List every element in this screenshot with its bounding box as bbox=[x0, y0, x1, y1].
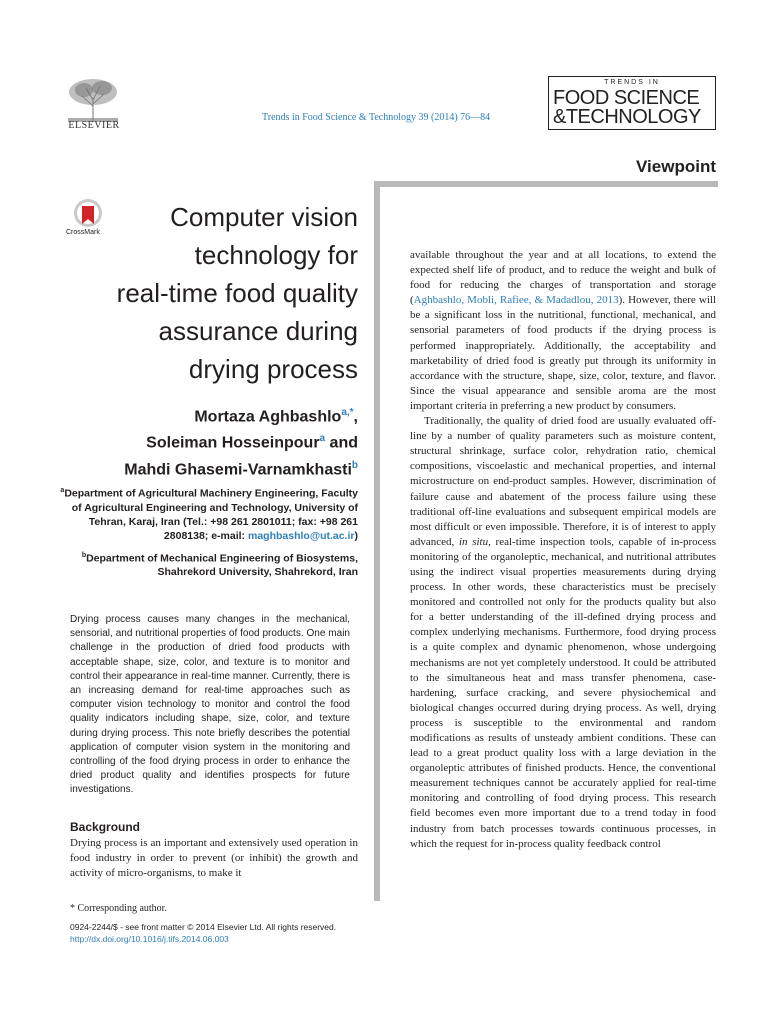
title-line: technology for bbox=[194, 240, 358, 270]
affil-text: Department of Agricultural Machinery Engineering, Faculty of Agricultural Engineering and Technology, University of Tehran, Karaj, Iran (Tel.: +98 261 2801011; fax: +98 261 2808138; e-mail: bbox=[64, 487, 358, 542]
section-heading-background: Background bbox=[70, 820, 141, 834]
author-line bbox=[60, 402, 358, 428]
publisher-name: ELSEVIER bbox=[68, 120, 120, 131]
title-line: drying process bbox=[188, 354, 358, 384]
author-name: Mortaza Aghbashlo bbox=[194, 408, 342, 426]
paragraph-text: ). However, there will be a significant loss in the nutritional, functional, mechanical, and sensorial parameters of food products if the drying process is performed inappropriately. Additionally, the acceptability and marketability of dried food is greatly put through its uniformity in accordance with the structure, shape, size, color, texture, and flavor. Since the visual appearance and sensible aroma are the most important criteria in preferring a new product by consumers. bbox=[410, 294, 716, 412]
corresponding-author-note: * Corresponding author. bbox=[70, 903, 167, 914]
affil-text: Department of Mechanical Engineering of Biosystems, Shahrekord University, Shahrekord, Iran bbox=[86, 552, 358, 578]
author-separator: , bbox=[353, 408, 358, 426]
author-list bbox=[60, 402, 358, 481]
author-line bbox=[60, 455, 358, 481]
journal-logo-top: TRENDS IN bbox=[604, 79, 660, 86]
affil-close: ) bbox=[354, 529, 358, 542]
journal-logo-line1: FOOD SCIENCE bbox=[553, 87, 700, 109]
author-name: Mahdi Ghasemi-Varnamkhasti bbox=[124, 460, 352, 478]
article-title bbox=[60, 198, 358, 388]
author-affil-link[interactable]: a,* bbox=[341, 407, 354, 418]
doi-link[interactable]: http://dx.doi.org/10.1016/j.tifs.2014.06.003 bbox=[70, 934, 229, 944]
paragraph bbox=[410, 414, 716, 852]
author-name: Soleiman Hosseinpour bbox=[146, 434, 320, 452]
journal-logo-line2: &TECHNOLOGY bbox=[553, 106, 701, 128]
body-right-column bbox=[410, 248, 716, 852]
author-line bbox=[60, 428, 358, 454]
affil-marker: a bbox=[60, 487, 65, 494]
journal-logo bbox=[548, 76, 716, 130]
author-separator: and bbox=[325, 434, 358, 452]
background-text: Drying process is an important and extensively used operation in food industry in order to prevent (or inhibit) the growth and activity of micro-organisms, to make it bbox=[70, 837, 358, 879]
affiliations bbox=[60, 484, 358, 579]
author-affil-link[interactable]: b bbox=[351, 459, 358, 471]
paragraph bbox=[410, 248, 716, 414]
section-label: Viewpoint bbox=[636, 157, 716, 176]
crossmark-label: CrossMark bbox=[66, 229, 100, 236]
paragraph-text: available throughout the year and at all locations, to extend the expected shelf life of product, and to reduce the weight and bulk of food for reducing the charges of transportation and storage ( bbox=[410, 249, 716, 307]
affil-marker: b bbox=[81, 551, 87, 559]
journal-citation[interactable]: Trends in Food Science & Technology 39 (2014) 76—84 bbox=[262, 112, 491, 123]
affiliation-b bbox=[60, 549, 358, 580]
italic-term: in situ bbox=[458, 535, 489, 548]
citation-link[interactable]: Aghbashlo, Mobli, Rafiee, & Madadlou, 2013 bbox=[413, 294, 619, 307]
title-line: assurance during bbox=[158, 316, 358, 346]
affiliation-a bbox=[60, 484, 358, 543]
title-line: real-time food quality bbox=[116, 278, 358, 308]
issn-copyright: 0924-2244/$ - see front matter © 2014 Elsevier Ltd. All rights reserved. bbox=[70, 922, 337, 932]
email-link[interactable]: maghbashlo@ut.ac.ir bbox=[247, 529, 355, 542]
paragraph-text: Traditionally, the quality of dried food are usually evaluated off-line by a number of quality parameters such as moisture content, structural shrinkage, surface color, rehydration ratio, chemical compositions, viscoelastic and mechanical properties, and internal microstructure on end-product samples. However, discrimination of failure cause and abatement of the process failure using these traditional off-line evaluations and subsequent empirical models are most difficult or even impossible. Therefore, it is of interest to apply advanced, bbox=[410, 415, 716, 548]
paragraph-text: , real-time inspection tools, capable of in-process monitoring of the organoleptic, mechanical, and nutritional attributes using the indirect visual properties measurements during drying process. In other words, these characteristics must be precisely monitored and controlled not only for the products quality but also for a better understanding of the ill-defined drying process and complex underlying mechanisms. Furthermore, food drying process is a quite complex and dynamic phenomenon, whose undergoing mechanisms are not yet completely understood. It could be attributed to the simultaneous heat and mass transfer phenomena, case-hardening, surface cracking, and severe physiochemical and biological changes occurred during drying process. As well, drying process is susceptible to the environmental and random modifications as results of unsteady ambient conditions. These can lead to a great product quality loss with a large deviation in the organoleptic attributes of finished products. Hence, the conventional measurement techniques cannot be accurately applied for real-time monitoring and controlling of food drying process. This research field becomes even more important due to a trend today in food industry from batch processes towards continuous processes, in which the request for in-process quality feedback control bbox=[410, 535, 716, 850]
author-affil-link[interactable]: a bbox=[319, 433, 326, 445]
frame-left-bar bbox=[374, 181, 380, 901]
abstract: Drying process causes many changes in the mechanical, sensorial, and nutritional properties of food products. One main challenge in the production of dried food products with acceptable shape, size, color, and texture is to monitor and control their appearance in real-time manner. Currently, there is an increasing demand for real-time approaches such as computer vision technology to monitor and control the food quality indicators including shape, size, color, and texture during drying process. This note briefly describes the potential application of computer vision system in the monitoring and controlling of the food drying process in order to enhance the dried product quality and identifies prospects for future investigations. bbox=[70, 614, 350, 796]
frame-top-bar bbox=[374, 181, 718, 187]
title-line: Computer vision bbox=[170, 202, 358, 232]
